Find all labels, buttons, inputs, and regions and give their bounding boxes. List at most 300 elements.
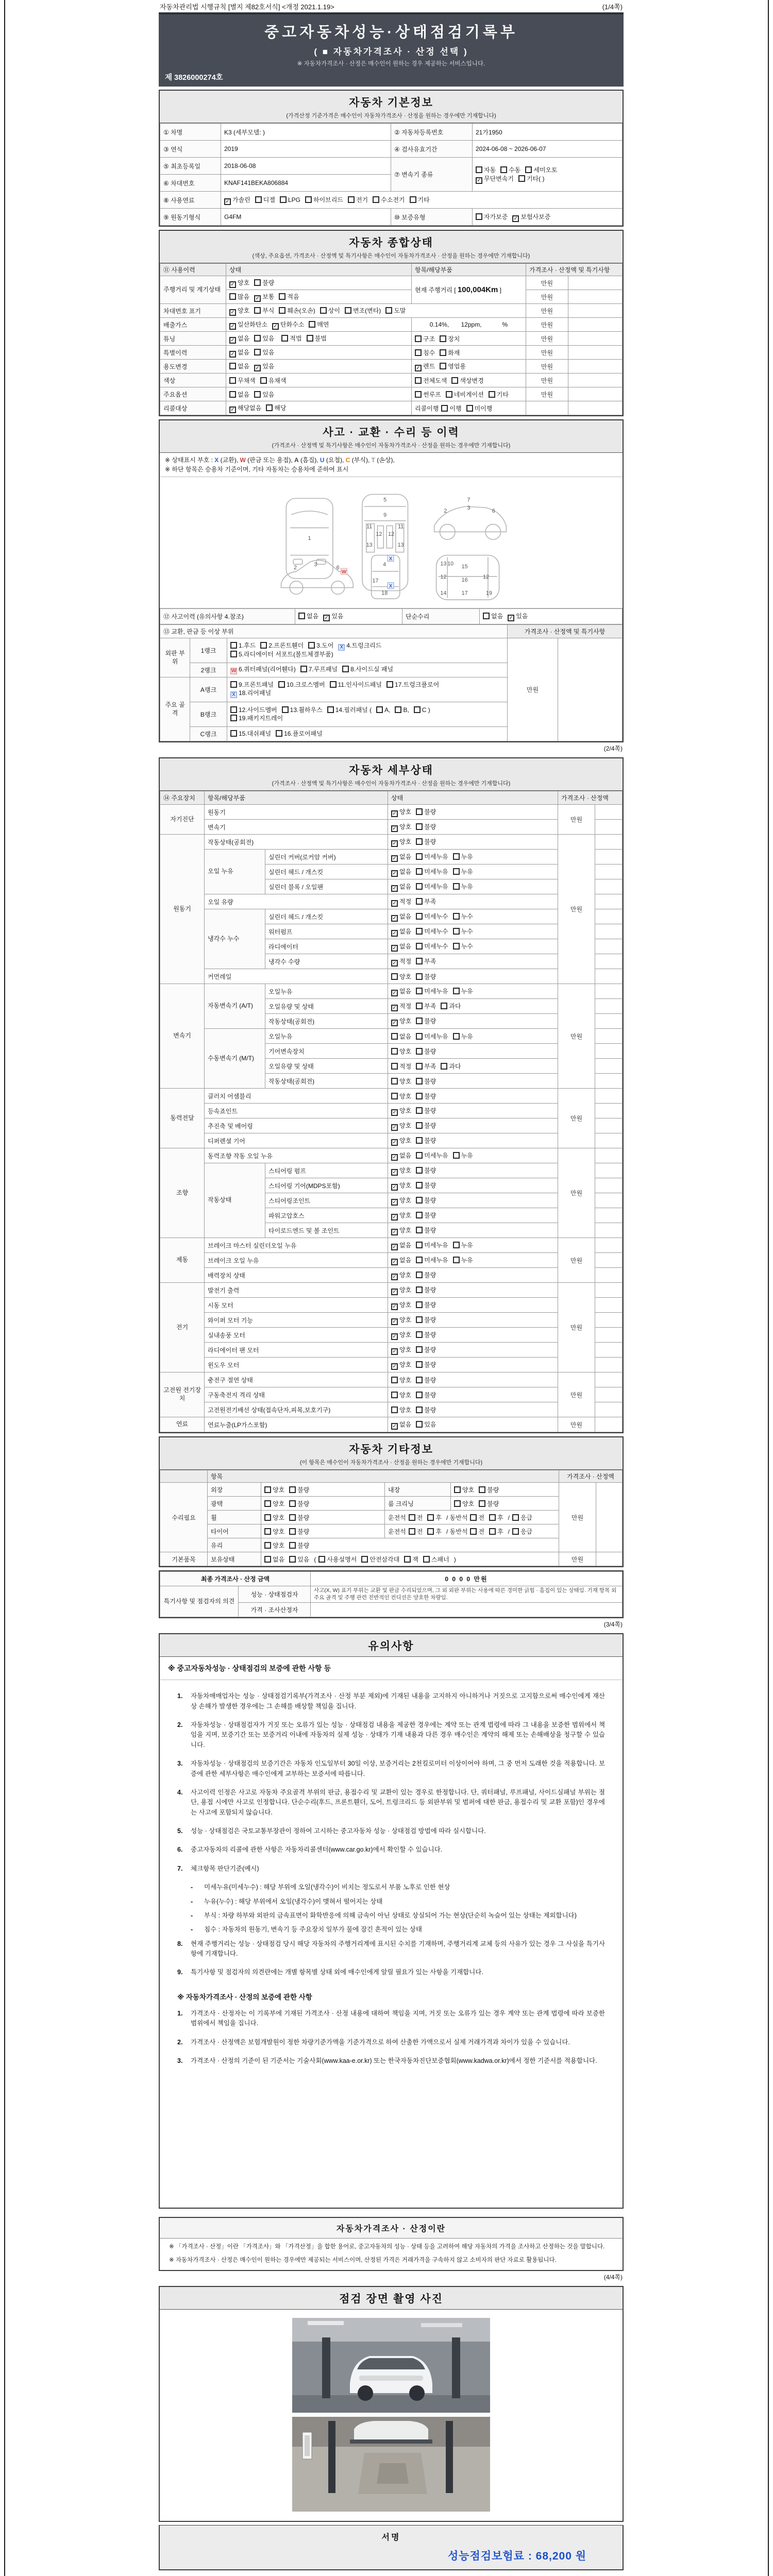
rankA-checks xyxy=(227,677,508,702)
checkbox xyxy=(280,196,287,203)
row-label: 타이어 xyxy=(208,1524,261,1538)
checkbox: X xyxy=(230,691,237,698)
checkbox-label: 양호 xyxy=(399,1301,412,1309)
checkbox-label: 누수 xyxy=(461,942,473,950)
vin-marking-checks xyxy=(226,304,526,318)
state-checks xyxy=(388,1044,558,1059)
checkbox-item xyxy=(416,987,448,995)
checkbox-label: 불량 xyxy=(424,1181,436,1189)
state-checks xyxy=(388,1268,558,1283)
item-label: 고전원전기배선 상태(접속단자,피복,보호기구) xyxy=(205,1402,388,1417)
checkbox-label: 안전삼각대 xyxy=(369,1555,400,1563)
checkbox-label: 불량 xyxy=(487,1500,499,1507)
state-checks xyxy=(388,1223,558,1238)
checkbox-item xyxy=(345,306,381,315)
checkbox xyxy=(416,1331,423,1338)
notice-item-text: 가격조사 · 산정의 기준이 된 기준서는 기술사회(www.kaa-e.or.kr) 또는 한국자동차진단보증협회(www.kadwa.or.kr)에서 정한 기준서를 적용합니다. xyxy=(191,2057,597,2064)
checkbox xyxy=(230,681,237,688)
item-label: 발전기 출력 xyxy=(205,1283,388,1298)
price-cell: 만원 xyxy=(558,1283,595,1372)
checkbox-item xyxy=(264,1541,284,1550)
legend-desc: (요철), xyxy=(324,456,346,464)
checkbox-item xyxy=(453,1256,473,1264)
simple-repair-checks xyxy=(480,609,623,624)
checkbox xyxy=(466,405,473,412)
checkbox-item xyxy=(404,1555,418,1564)
section-basic-info xyxy=(159,90,624,227)
checkbox-label: 양호 xyxy=(399,1391,412,1399)
engine-type-value: G4FM xyxy=(221,209,391,226)
remark-cell xyxy=(568,276,623,290)
remark-cell xyxy=(596,1552,623,1566)
checkbox xyxy=(427,1514,434,1521)
checkbox-item xyxy=(391,1196,411,1206)
detail-row xyxy=(160,1253,623,1268)
checkbox xyxy=(409,1528,415,1535)
checkbox-label: 세미오토 xyxy=(533,166,558,174)
checkbox-label: 불량 xyxy=(424,838,436,845)
color-kind-checks xyxy=(412,374,526,387)
basic-info-title: 자동차 기본정보 xyxy=(349,97,433,109)
checkbox-item xyxy=(391,1405,411,1414)
usage-change-checks xyxy=(226,360,412,374)
checkbox-item xyxy=(224,195,250,205)
checkbox-item xyxy=(416,1405,436,1414)
checkbox: ✓ xyxy=(391,1139,398,1146)
checkbox xyxy=(416,1421,423,1428)
checkbox xyxy=(409,1514,415,1521)
checkbox-label: 미세누유 xyxy=(424,1241,448,1249)
checkbox: ✓ xyxy=(224,198,231,205)
state-checks xyxy=(388,1029,558,1044)
checkbox-label: 구조 xyxy=(423,335,435,343)
state-checks xyxy=(388,1074,558,1089)
checkbox-item xyxy=(416,972,436,981)
col-header: 가격조사 · 산정액 및 특기사항 xyxy=(526,264,623,276)
checkbox-item xyxy=(373,195,405,204)
check-text: ( xyxy=(314,1555,316,1563)
item-label: 브레이크 오일 누유 xyxy=(205,1253,388,1268)
checkbox: ✓ xyxy=(391,1020,398,1026)
checkbox: ✓ xyxy=(391,1109,398,1116)
remark-cell xyxy=(595,1104,623,1118)
svg-text:12: 12 xyxy=(440,573,447,580)
row-label: 주요옵션 xyxy=(160,387,226,401)
price-cell: 만원 xyxy=(558,1148,595,1238)
notice-item-number: - xyxy=(191,1884,193,1891)
checkbox: ✓ xyxy=(391,855,398,862)
checkbox-item xyxy=(264,1555,284,1564)
checkbox-item xyxy=(416,942,448,951)
checkbox xyxy=(415,349,422,356)
regulation-note: 자동차관리법 시행규칙 [별지 제82호서식] <개정 2021.1.19> xyxy=(160,3,334,11)
checkbox xyxy=(525,166,532,173)
checkbox-item xyxy=(229,292,249,301)
checkbox-item xyxy=(416,1121,436,1130)
checkbox-item xyxy=(348,195,368,204)
checkbox xyxy=(230,706,237,713)
checkbox-item xyxy=(446,390,484,399)
checkbox-label: 불법 xyxy=(314,334,327,342)
legend-desc: (손상), xyxy=(375,456,395,464)
notice-item-number: 1. xyxy=(177,1692,183,1700)
checkbox xyxy=(229,391,236,398)
checkbox-item xyxy=(229,278,249,288)
checkbox xyxy=(391,973,398,980)
remark-cell xyxy=(595,1118,623,1133)
checkbox: ✓ xyxy=(391,945,398,952)
checkbox-label: 양호 xyxy=(399,1376,412,1384)
checkbox-item xyxy=(391,987,411,996)
col-header: ⑪ 사용이력 xyxy=(160,264,226,276)
checkbox-label: 있음 xyxy=(262,391,275,398)
field-label: ⑨ 원동기형식 xyxy=(160,209,221,226)
notice-item-number: 3. xyxy=(177,1760,183,1768)
legend-code: A xyxy=(294,456,299,464)
state-checks xyxy=(388,1253,558,1268)
price-cell: 만원 xyxy=(526,304,568,318)
checkbox xyxy=(415,377,422,384)
damage-code-legend: ※ 상태표시 부호 : X (교환), W (판금 또는 용접), A (흠집), U (요철), C (부식), T (손상), ※ 하단 항목은 승용차 기준이며, 기타 자동차는 승용차에 준하여 표시 xyxy=(160,453,623,477)
svg-text:X: X xyxy=(389,583,393,589)
checkbox xyxy=(416,1063,423,1070)
checkbox-item xyxy=(453,927,473,936)
checkbox xyxy=(416,823,423,830)
checkbox-label: 썬루프 xyxy=(423,391,441,398)
detail-row xyxy=(160,1387,623,1402)
checkbox xyxy=(416,988,423,994)
field-label: ② 자동차등록번호 xyxy=(391,124,473,141)
checkbox-label: 불량 xyxy=(297,1541,310,1549)
checkbox-label: 18.리어패널 xyxy=(239,689,272,697)
svg-text:3: 3 xyxy=(314,562,317,568)
detail-row xyxy=(160,1029,623,1044)
checkbox-label: 없음 xyxy=(238,391,250,398)
remark-cell xyxy=(595,1208,623,1223)
checkbox-label: 있음 xyxy=(262,362,275,370)
checkbox-label: 불량 xyxy=(424,1406,436,1414)
checkbox xyxy=(476,166,482,173)
state-checks xyxy=(388,1402,558,1417)
checkbox xyxy=(470,1514,477,1521)
rank-table-title: ⑬ 교환, 판금 등 이상 부위 xyxy=(160,625,508,638)
state-checks xyxy=(388,1014,558,1029)
checkbox: ✓ xyxy=(254,295,261,302)
checkbox xyxy=(441,405,448,412)
checkbox-label: 해당 xyxy=(274,404,287,412)
col-header: 가격조사 · 산정액 xyxy=(558,791,623,805)
state-checks xyxy=(388,939,558,954)
checkbox-item xyxy=(327,706,372,715)
state-checks xyxy=(388,1387,558,1402)
checkbox xyxy=(410,196,416,203)
checkbox-item xyxy=(391,1256,411,1265)
notice-body xyxy=(160,1680,623,2208)
remark-cell xyxy=(595,999,623,1014)
checkbox-label: 이행 xyxy=(449,404,462,412)
state-checks xyxy=(388,1343,558,1358)
checkbox-item xyxy=(391,1047,411,1056)
checkbox-item xyxy=(289,1485,309,1494)
checkbox-item xyxy=(391,897,411,907)
item-label: 구동축전지 격리 상태 xyxy=(205,1387,388,1402)
checkbox xyxy=(416,1122,423,1129)
svg-text:5: 5 xyxy=(383,497,387,503)
checkbox xyxy=(416,1197,423,1204)
checkbox: ✓ xyxy=(391,1244,398,1250)
checkbox-label: 적법 xyxy=(290,334,302,342)
col-header: 항목/해당부품 xyxy=(412,264,526,276)
item-label: 디퍼렌셜 기어 xyxy=(205,1133,388,1148)
notice-item xyxy=(177,2038,605,2047)
checkbox-item xyxy=(512,212,550,222)
checkbox-label: 없음 xyxy=(238,334,250,342)
notice-item xyxy=(177,1864,605,1874)
remark-cell xyxy=(595,1029,623,1044)
row-label: 특별이력 xyxy=(160,346,226,360)
checkbox-label: 불량 xyxy=(262,279,275,286)
remark-cell xyxy=(595,969,623,984)
checkbox xyxy=(453,1033,460,1040)
notice-item-number: 4. xyxy=(177,1788,183,1796)
checkbox-label: 매연 xyxy=(317,320,329,328)
checkbox-item xyxy=(470,1527,484,1536)
state-checks xyxy=(388,894,558,909)
item-label: 오일누유 xyxy=(265,984,388,999)
checkbox: ✓ xyxy=(229,281,236,288)
checkbox-label: 디젤 xyxy=(263,196,275,204)
checkbox-label: 탄화수소 xyxy=(280,320,305,328)
mileage-amount-checks xyxy=(226,290,412,304)
checkbox xyxy=(391,1093,398,1099)
checkbox xyxy=(500,166,507,173)
checkbox-item xyxy=(416,897,436,906)
rank-label: C랭크 xyxy=(190,727,227,741)
remark-cell xyxy=(595,1372,623,1387)
detail-row xyxy=(160,1358,623,1372)
checkbox-item xyxy=(416,1270,436,1279)
checkbox xyxy=(255,196,262,203)
page-marker-1: (1/4쪽) xyxy=(602,3,623,11)
detail-header xyxy=(160,758,623,791)
item-label: 오일 유량 xyxy=(205,894,388,909)
checkbox-label: 하이브리드 xyxy=(313,196,343,204)
usage-kind-checks xyxy=(412,360,526,374)
checkbox: ✓ xyxy=(391,825,398,832)
svg-text:12: 12 xyxy=(376,531,382,538)
checkbox-item xyxy=(318,1555,357,1564)
checkbox-item xyxy=(451,376,483,385)
checkbox-label: 없음 xyxy=(399,987,412,995)
checkbox xyxy=(416,1316,423,1323)
checkbox-item xyxy=(470,1513,484,1522)
checkbox-label: 불량 xyxy=(487,1486,499,1494)
remark-cell xyxy=(526,401,568,415)
checkbox xyxy=(391,1392,398,1398)
checkbox-label: 보통 xyxy=(262,293,275,300)
svg-text:19: 19 xyxy=(485,590,492,597)
row-label: 외장 xyxy=(208,1483,261,1497)
checkbox xyxy=(416,973,423,980)
checkbox-item xyxy=(391,1032,411,1041)
legend-code: W xyxy=(240,456,246,464)
item-label: 타이로드엔드 및 볼 조인트 xyxy=(265,1223,388,1238)
checkbox-label: 불량 xyxy=(424,1017,436,1025)
checkbox-item xyxy=(391,927,411,937)
checkbox-label: 7.루프패널 xyxy=(308,666,338,673)
checkbox xyxy=(404,1556,411,1563)
notice-item-text: 가격조사 · 산정자는 이 기록부에 기재된 가격조사 · 산정 내용에 대하여 책임을 지며, 거짓 또는 오류가 있는 경우 계약 또는 관계 법령에 따라 보증한 범위에서 책임을 집니다. xyxy=(191,2009,605,2027)
remark-cell xyxy=(595,1223,623,1238)
checkbox xyxy=(416,1377,423,1383)
checkbox: ✓ xyxy=(391,1229,398,1235)
appraiser-label: 가격 · 조사산정자 xyxy=(239,1603,311,1617)
checkbox xyxy=(415,391,422,398)
checkbox-label: 불량 xyxy=(424,1092,436,1100)
remark-cell xyxy=(595,850,623,865)
document-title: 중고자동차성능·상태점검기록부 xyxy=(264,24,518,41)
checkbox-label: 없음 xyxy=(307,613,319,620)
notice-item xyxy=(177,1691,605,1711)
checkbox-label: 19.패키지트레이 xyxy=(239,714,283,722)
checkbox-item xyxy=(453,987,473,995)
checkbox-label: 양호 xyxy=(399,1271,412,1279)
svg-text:13: 13 xyxy=(397,541,404,548)
polish-checks xyxy=(261,1497,385,1511)
checkbox-item xyxy=(416,1092,436,1100)
item-label: 작동상태(공회전) xyxy=(265,1074,388,1089)
checkbox-label: 무단변속기 xyxy=(484,175,514,182)
field-label: ⑧ 사용연료 xyxy=(160,192,221,209)
checkbox xyxy=(330,681,337,688)
checkbox: ✓ xyxy=(476,177,482,184)
price-cell: 만원 xyxy=(559,1483,596,1552)
checkbox: ✓ xyxy=(272,323,279,330)
check-text: / 동반석 xyxy=(446,1528,468,1535)
detail-row xyxy=(160,1163,623,1178)
checkbox xyxy=(489,391,495,398)
checkbox: ✓ xyxy=(391,1199,398,1206)
recall-checks xyxy=(226,401,412,415)
checkbox-label: 있음 xyxy=(516,613,528,620)
checkbox-label: 있음 xyxy=(424,1420,436,1428)
state-checks xyxy=(388,984,558,999)
checkbox-label: 없음 xyxy=(399,883,412,890)
recall-done-checks xyxy=(412,401,526,415)
checkbox xyxy=(373,196,379,203)
checkbox-label: 불량 xyxy=(424,1166,436,1174)
checkbox-item xyxy=(254,306,274,315)
svg-text:16: 16 xyxy=(461,577,468,583)
checkbox-item xyxy=(416,1166,436,1175)
remark-cell xyxy=(595,1193,623,1208)
checkbox: ✓ xyxy=(391,885,398,892)
checkbox: ✓ xyxy=(391,1259,398,1265)
checkbox-label: 미세누유 xyxy=(424,987,448,995)
notice-item-text: 자동차성능 · 상태점검자가 거짓 또는 오류가 있는 성능 · 상태점검 내용을 제공한 경우에는 계약 또는 관계 법령에 따라 그 내용을 보증한 범위에서 책임을 지며, 보증기간 또는 보증거리 이내에 자동차의 실제 성능 · 상태가 기재 내용과 다른 경우 매수인은 계약의 해제 또는 손해배상을 청구할 수 있습니다. xyxy=(191,1721,605,1749)
checkbox xyxy=(416,1152,423,1159)
checkbox-item xyxy=(289,1499,309,1508)
fuel-checks xyxy=(221,192,623,209)
row-label: 휠 xyxy=(208,1511,261,1524)
rankB-checks xyxy=(227,702,508,727)
row-label: 광택 xyxy=(208,1497,261,1511)
remark-cell xyxy=(595,924,623,939)
checkbox-item xyxy=(229,390,249,399)
checkbox-label: 후 xyxy=(435,1528,442,1535)
checkbox-label: 부족 xyxy=(424,897,436,905)
checkbox-label: 기타 xyxy=(417,196,430,204)
checkbox-item xyxy=(416,1196,436,1205)
checkbox-label: 누유 xyxy=(461,987,473,995)
tuning-checks xyxy=(226,332,412,346)
checkbox xyxy=(305,196,312,203)
checkbox-item xyxy=(254,348,274,357)
state-checks xyxy=(388,999,558,1014)
notice-item xyxy=(177,2009,605,2029)
checkbox-item xyxy=(391,957,411,967)
checkbox-label: 불량 xyxy=(424,1226,436,1234)
wheel-checks xyxy=(261,1511,385,1524)
inspection-period-value: 2024-06-08 ~ 2026-06-07 xyxy=(473,141,623,158)
checkbox xyxy=(489,1514,496,1521)
checkbox-label: A, xyxy=(384,706,391,714)
checkbox-item xyxy=(479,1485,499,1494)
state-checks xyxy=(388,1313,558,1328)
legend-code: C xyxy=(345,456,350,464)
model-year-value: 2019 xyxy=(221,141,391,158)
checkbox: ✓ xyxy=(391,1005,398,1011)
checkbox: ✓ xyxy=(323,615,330,621)
remark-cell xyxy=(596,1483,623,1552)
inspection-photo-underbody xyxy=(292,2417,490,2512)
remark-cell xyxy=(595,1283,623,1298)
checkbox xyxy=(254,391,261,398)
checkbox-label: 불량 xyxy=(424,1211,436,1219)
checkbox xyxy=(454,1486,461,1493)
checkbox-item xyxy=(230,730,271,738)
item-label: 파워고압호스 xyxy=(265,1208,388,1223)
notice-item xyxy=(177,1968,605,1977)
checkbox xyxy=(440,335,446,342)
item-label: 워터펌프 xyxy=(265,924,388,939)
checkbox xyxy=(453,853,460,860)
checkbox-label: 전 xyxy=(416,1514,423,1521)
checkbox-label: 전 xyxy=(478,1514,485,1521)
checkbox-item xyxy=(386,681,439,689)
checkbox xyxy=(266,404,273,411)
detail-row xyxy=(160,805,623,820)
checkbox-label: 장치 xyxy=(448,335,460,343)
simple-repair-label: 단순수리 xyxy=(402,609,480,624)
checkbox xyxy=(260,642,267,649)
state-checks xyxy=(388,1238,558,1253)
checkbox xyxy=(230,730,237,737)
checkbox xyxy=(318,1556,325,1563)
notice-item-number: - xyxy=(191,1911,193,1919)
checkbox xyxy=(453,1257,460,1263)
remark-cell xyxy=(595,1417,623,1432)
device-group-label: 동력전달 xyxy=(160,1089,205,1148)
checkbox-item xyxy=(391,1092,411,1100)
checkbox xyxy=(264,1486,271,1493)
checkbox-item xyxy=(453,1241,473,1249)
section-detail-condition xyxy=(159,757,624,1433)
notice-item-text: 현재 주행거리는 성능 · 상태점검 당시 해당 자동차의 주행거리계에 표시된 수치를 기재하며, 주행거리계 교체 등의 사유가 있는 경우 그 사실을 특기사항에 기재합니다. xyxy=(191,1940,605,1958)
checkbox xyxy=(391,1048,398,1055)
legend-code: U xyxy=(320,456,325,464)
checkbox xyxy=(416,1182,423,1189)
